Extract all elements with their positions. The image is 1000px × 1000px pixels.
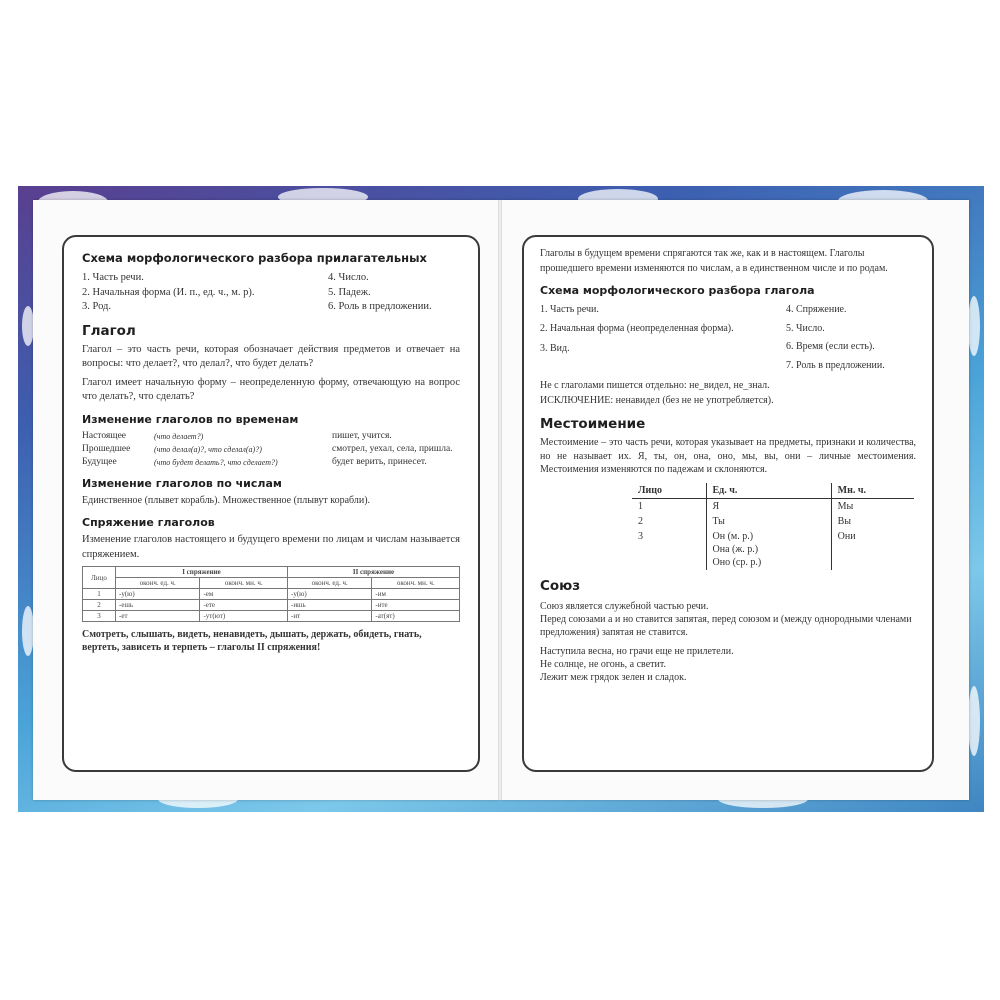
adj-list-col1	[82, 271, 328, 315]
book-spine	[498, 200, 502, 800]
tense-name: Прошедшее	[82, 443, 131, 454]
verb-list-col2	[740, 303, 916, 373]
conj-title: Спряжение глаголов	[82, 516, 215, 529]
table-subheader: оконч. ед. ч.	[287, 578, 371, 589]
tense-question: (что будет делать?, что сделает?)	[154, 457, 278, 467]
union-p2: Перед союзами а и но ставится запятая, перед союзом и (между однородными членами предложения) запятая не ставится.	[540, 613, 912, 638]
table-cell: Вы	[831, 514, 914, 529]
number-text: Единственное (плывет корабль). Множественное (плывут корабли).	[82, 494, 371, 506]
verb-initial-form: Глагол имеет начальную форму – неопределенную форму, отвечающую на вопрос что делать?, что сделать?	[82, 376, 460, 402]
verb-definition-text: это часть речи, которая обозначает действия предметов и отвечает на вопросы: что делает?, что делал?, что будет делать?	[82, 343, 461, 369]
table-cell: Он (м. р.) Она (ж. р.) Оно (ср. р.)	[706, 529, 831, 570]
tense-row	[82, 430, 460, 443]
union-p1: Союз является служебной частью речи.	[540, 600, 709, 612]
conj-note: Смотреть, слышать, видеть, ненавидеть, дышать, держать, обидеть, гнать, вертеть, зависеть и терпеть – глаголы II спряжения!	[82, 629, 422, 653]
table-cell: 3	[83, 611, 116, 622]
table-subheader: оконч. ед. ч.	[116, 578, 200, 589]
table-cell: -у(ю)	[287, 589, 371, 600]
list-item: 3. Вид.	[540, 343, 570, 354]
table-cell: -ут(ют)	[200, 611, 288, 622]
list-item: 1. Часть речи.	[540, 304, 599, 315]
verb-scheme-list	[540, 303, 916, 373]
table-cell: Ты	[706, 514, 831, 529]
table-cell: -ешь	[116, 600, 200, 611]
table-cell: -у(ю)	[116, 589, 200, 600]
decor-blob	[968, 686, 980, 756]
table-cell: 2	[83, 600, 116, 611]
table-cell: -ем	[200, 589, 288, 600]
tense-example: пишет, учится.	[332, 430, 392, 441]
list-item: 7. Роль в предложении.	[786, 359, 885, 371]
table-cell: -ишь	[287, 600, 371, 611]
table-header: Мн. ч.	[831, 483, 914, 499]
list-item: 5. Падеж.	[328, 286, 371, 298]
list-item: 1. Часть речи.	[82, 272, 144, 283]
adj-list-col2	[328, 271, 460, 315]
pronoun-definition	[540, 436, 916, 477]
table-cell: 1	[83, 589, 116, 600]
table-row	[83, 611, 460, 622]
table-cell: 3	[638, 530, 643, 542]
table-cell: Я	[706, 498, 831, 514]
verb-scheme-title: Схема морфологического разбора глагола	[540, 284, 815, 297]
example-line: Лежит меж грядок зелен и сладок.	[540, 671, 687, 683]
table-cell: -ет	[116, 611, 200, 622]
table-header: Ед. ч.	[706, 483, 831, 499]
tense-row	[82, 456, 460, 469]
adj-scheme-title: Схема морфологического разбора прилагательных	[82, 251, 427, 265]
verb-title: Глагол	[82, 322, 136, 339]
future-past-intro: Глаголы в будущем времени спрягаются так же, как и в настоящем. Глаголы прошедшего времени изменяются по числам, а в единственном числе и по родам.	[540, 248, 888, 274]
table-cell: -ите	[372, 600, 460, 611]
table-header: Лицо	[632, 483, 706, 499]
example-line: Наступила весна, но грачи еще не прилетели.	[540, 645, 734, 657]
right-panel	[522, 235, 934, 772]
table-subheader: оконч. мн. ч.	[200, 578, 288, 589]
tense-example: будет верить, принесет.	[332, 456, 427, 467]
adj-scheme-list	[82, 271, 460, 315]
pronoun-definition-text: это часть речи, которая указывает на предметы, признаки и количества, но не называет их. Я, ты, он, она, оно, мы, вы, они – личные местоимения. Местоимения изменяются по падежам и склоняются.	[540, 437, 917, 475]
exception-rule: ИСКЛЮЧЕНИЕ: ненавидел (без не не употребляется).	[540, 394, 774, 406]
tense-title: Изменение глаголов по временам	[82, 412, 299, 426]
table-row	[632, 514, 914, 529]
left-panel	[62, 235, 480, 772]
tense-row	[82, 443, 460, 456]
list-item: 3. Род.	[82, 301, 111, 312]
list-item: 2. Начальная форма (И. п., ед. ч., м. р).	[82, 286, 255, 298]
decor-blob	[968, 296, 980, 356]
list-item: 6. Роль в предложении.	[328, 301, 432, 312]
list-item: 5. Число.	[786, 322, 825, 334]
tense-name: Будущее	[82, 456, 117, 467]
list-item: 2. Начальная форма (неопределенная форма).	[540, 322, 734, 334]
list-item: 6. Время (если есть).	[786, 341, 875, 352]
tense-list	[82, 430, 460, 469]
table-cell: -им	[372, 589, 460, 600]
pronoun-table	[632, 483, 914, 570]
tense-example: смотрел, уехал, села, пришла.	[332, 443, 453, 454]
list-item: 4. Число.	[328, 272, 369, 283]
example-line: Не солнце, не огонь, а светит.	[540, 658, 666, 670]
ne-rule: Не с глаголами пишется отдельно: не_видел, не_знал.	[540, 380, 770, 391]
verb-term: Глагол –	[82, 343, 123, 355]
tense-question: (что делал(а)?, что сделал(а)?)	[154, 444, 262, 454]
table-cell: -ит	[287, 611, 371, 622]
pronoun-title: Местоимение	[540, 416, 646, 432]
table-row	[83, 600, 460, 611]
table-cell: 1	[638, 500, 643, 512]
table-cell: Они	[831, 529, 914, 570]
tense-question: (что делает?)	[154, 431, 204, 441]
conj-table	[82, 566, 460, 622]
union-title: Союз	[540, 577, 581, 594]
verb-definition	[82, 343, 460, 372]
table-header: I спряжение	[116, 567, 288, 578]
conj-text: Изменение глаголов настоящего и будущего времени по лицам и числам называется спряжением.	[82, 534, 460, 560]
list-item: 4. Спряжение.	[786, 304, 847, 315]
table-cell: -ете	[200, 600, 288, 611]
table-cell: 2	[638, 515, 643, 527]
table-row	[632, 529, 914, 570]
table-row	[83, 589, 460, 600]
pronoun-term: Местоимение –	[540, 437, 607, 448]
table-cell: Мы	[831, 498, 914, 514]
table-header: II спряжение	[287, 567, 459, 578]
verb-list-col1	[540, 303, 740, 373]
table-cell: -ат(ят)	[372, 611, 460, 622]
table-subheader: оконч. мн. ч.	[372, 578, 460, 589]
table-header: Лицо	[83, 567, 116, 589]
tense-name: Настоящее	[82, 430, 127, 441]
number-title: Изменение глаголов по числам	[82, 476, 282, 490]
table-row	[632, 498, 914, 514]
